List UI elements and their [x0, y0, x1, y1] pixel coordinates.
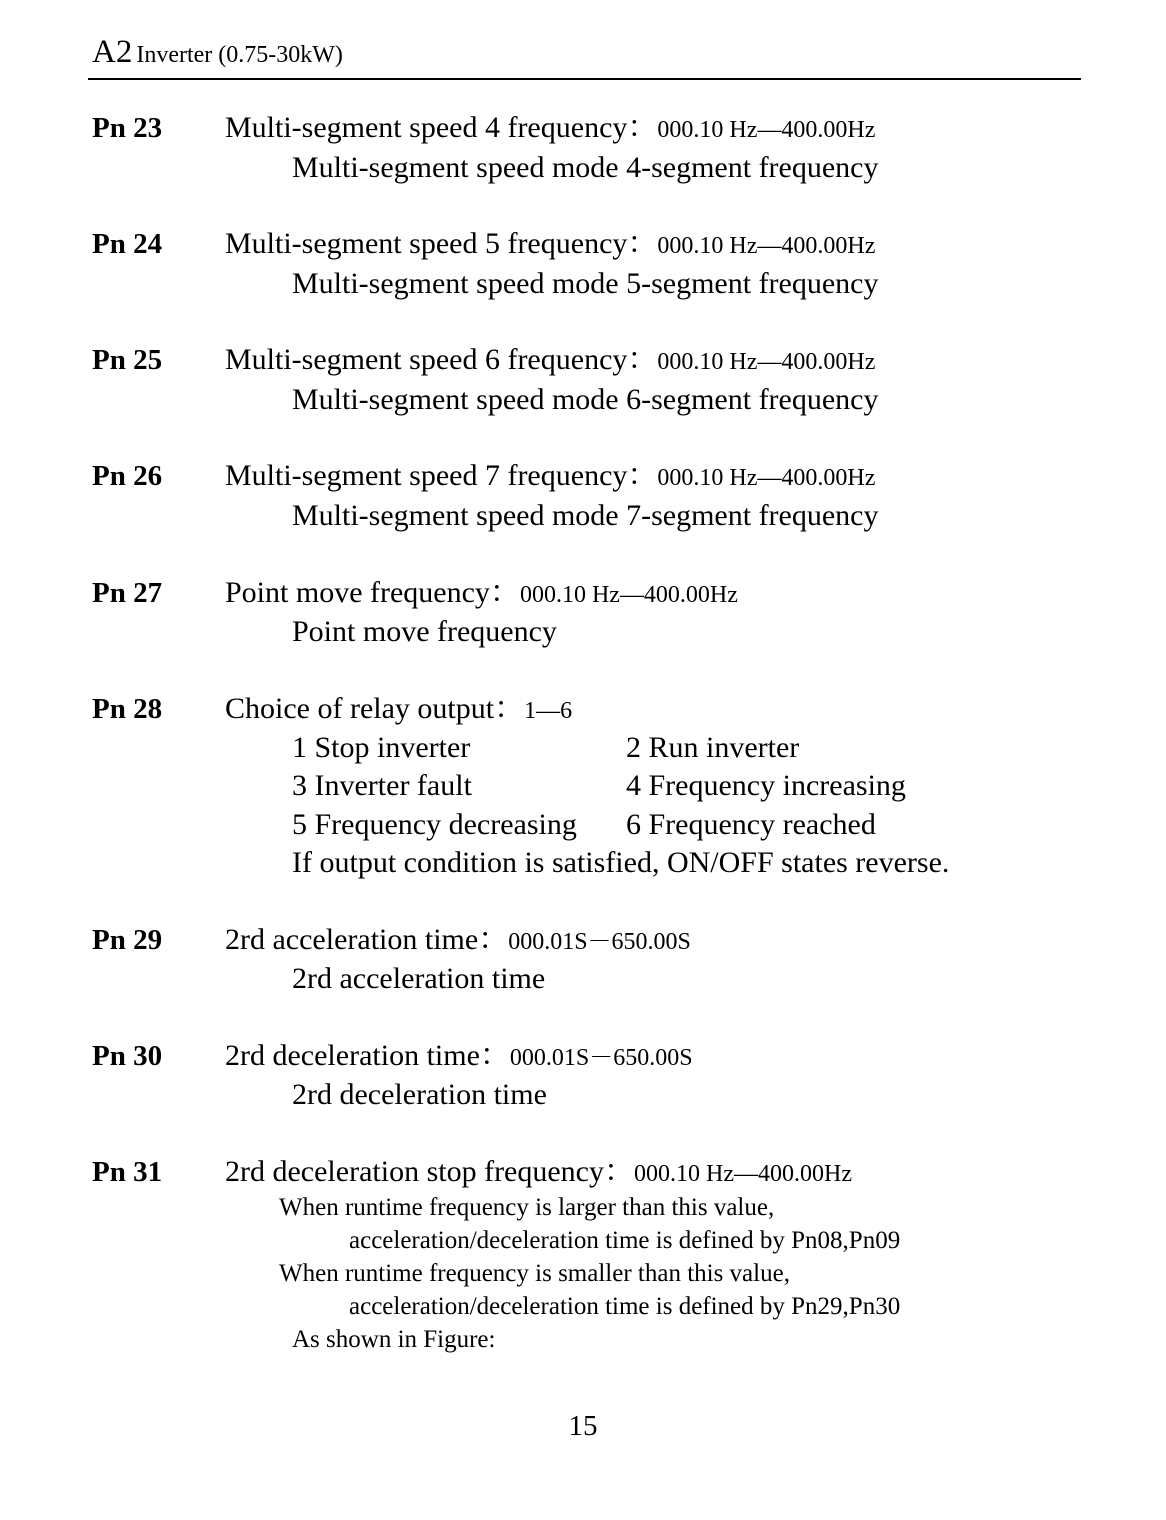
param-title-line	[225, 461, 875, 491]
param-code: Pn 31	[92, 1156, 163, 1188]
param-description: Multi-segment speed mode 7-segment frequency	[292, 499, 879, 532]
param-range: 000.10 Hz—400.00Hz	[657, 465, 876, 491]
param-description: Multi-segment speed mode 6-segment frequency	[292, 383, 879, 416]
param-title: Choice of relay output：	[225, 692, 525, 725]
param-title: Multi-segment speed 6 frequency：	[225, 343, 658, 376]
header-rule	[88, 78, 1081, 80]
param-range: 000.10 Hz—400.00Hz	[657, 117, 876, 143]
header-subtitle: Inverter (0.75-30kW)	[136, 42, 343, 68]
param-range: 000.10 Hz—400.00Hz	[634, 1161, 852, 1187]
param-note: When runtime frequency is larger than this value,	[279, 1194, 775, 1221]
param-title: 2rd acceleration time：	[225, 923, 509, 956]
param-title-line	[225, 1041, 693, 1071]
param-range: 1—6	[524, 698, 573, 724]
param-range: 000.10 Hz—400.00Hz	[657, 349, 876, 375]
page-header	[92, 36, 343, 69]
param-description: Multi-segment speed mode 4-segment frequency	[292, 151, 879, 184]
param-note: acceleration/deceleration time is defined by Pn29,Pn30	[349, 1293, 901, 1320]
relay-note: If output condition is satisfied, ON/OFF states reverse.	[292, 846, 950, 879]
relay-option: 2 Run inverter	[626, 731, 800, 764]
relay-option: 1 Stop inverter	[292, 731, 471, 764]
param-title-line	[225, 113, 875, 143]
relay-option: 5 Frequency decreasing	[292, 808, 577, 841]
param-code: Pn 29	[92, 924, 163, 956]
param-code: Pn 30	[92, 1040, 163, 1072]
param-description: Multi-segment speed mode 5-segment frequency	[292, 267, 879, 300]
param-range: 000.10 Hz—400.00Hz	[657, 233, 876, 259]
model-name: A2	[92, 34, 133, 70]
param-title-line	[225, 694, 572, 724]
param-range: 000.10 Hz—400.00Hz	[519, 582, 738, 608]
param-title: Multi-segment speed 5 frequency：	[225, 227, 658, 260]
param-title-line	[225, 578, 738, 608]
param-description: Point move frequency	[292, 615, 557, 648]
param-note: As shown in Figure:	[292, 1326, 496, 1353]
param-code: Pn 25	[92, 344, 163, 376]
param-note: When runtime frequency is smaller than this value,	[279, 1260, 790, 1287]
param-title: 2rd deceleration time：	[225, 1039, 510, 1072]
param-title: Point move frequency：	[225, 576, 520, 609]
param-code: Pn 27	[92, 577, 163, 609]
param-code: Pn 24	[92, 228, 163, 260]
param-code: Pn 26	[92, 460, 163, 492]
param-description: 2rd deceleration time	[292, 1078, 547, 1111]
param-title-line	[225, 345, 875, 375]
param-note: acceleration/deceleration time is defined by Pn08,Pn09	[349, 1227, 901, 1254]
param-title: 2rd deceleration stop frequency：	[225, 1155, 634, 1188]
relay-option: 4 Frequency increasing	[626, 769, 906, 802]
relay-option: 3 Inverter fault	[292, 769, 472, 802]
param-title: Multi-segment speed 4 frequency：	[225, 111, 658, 144]
param-title-line	[225, 925, 691, 955]
param-code: Pn 23	[92, 112, 163, 144]
page-number: 15	[568, 1410, 598, 1442]
param-range: 000.01S－650.00S	[509, 1045, 693, 1071]
param-range: 000.01S－650.00S	[508, 929, 691, 955]
param-title-line	[225, 229, 875, 259]
param-title-line	[225, 1157, 852, 1187]
relay-option: 6 Frequency reached	[626, 808, 876, 841]
param-code: Pn 28	[92, 693, 163, 725]
param-description: 2rd acceleration time	[292, 962, 546, 995]
param-title: Multi-segment speed 7 frequency：	[225, 459, 658, 492]
